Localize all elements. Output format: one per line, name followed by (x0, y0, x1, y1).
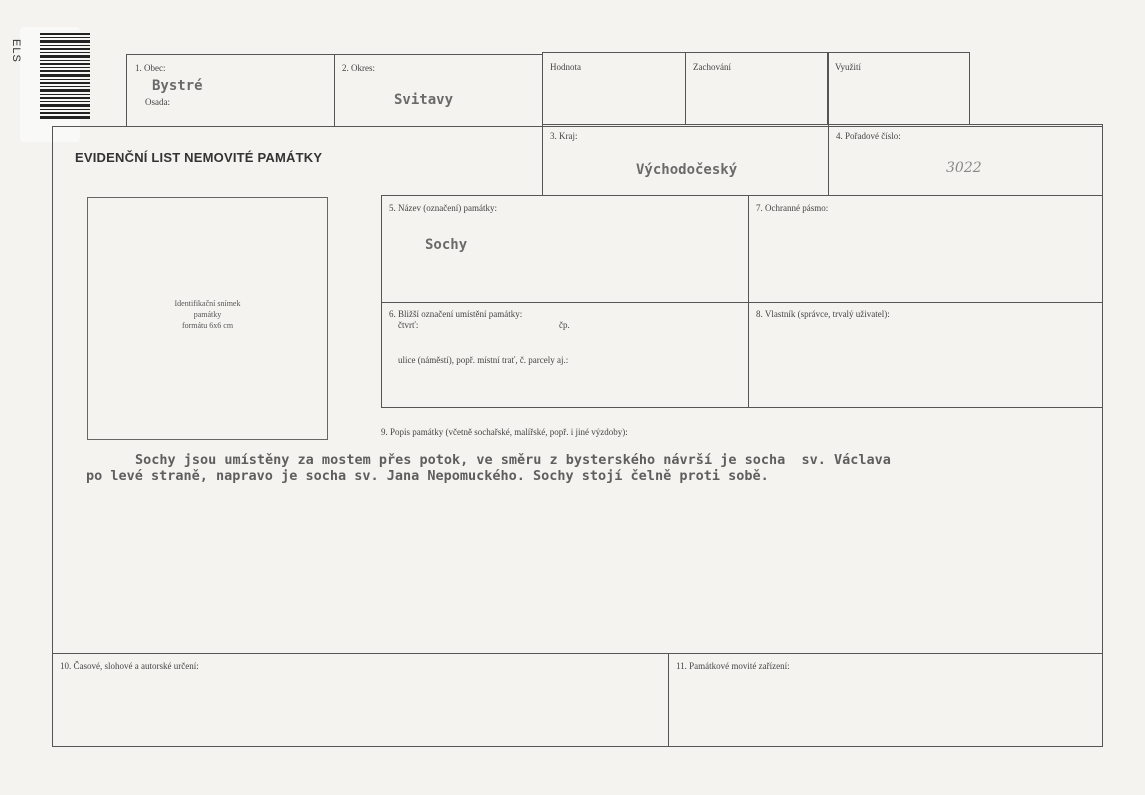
label-osada: Osada: (145, 97, 170, 107)
label-umisteni: 6. Bližší označení umístění památky: (389, 309, 523, 319)
label-movite-zarizeni: 11. Památkové movité zařízení: (676, 661, 790, 671)
label-cp: čp. (559, 320, 570, 330)
popis-line-1: Sochy jsou umístěny za mostem přes potok, ve směru z bysterského návrší je socha sv. Václava (135, 452, 891, 468)
label-kraj: 3. Kraj: (550, 131, 578, 141)
document-title: EVIDENČNÍ LIST NEMOVITÉ PAMÁTKY (75, 150, 323, 165)
label-casove-urceni: 10. Časové, slohové a autorské určení: (60, 661, 199, 671)
label-hodnota: Hodnota (550, 62, 581, 72)
barcode-icon (40, 33, 90, 119)
label-vlastnik: 8. Vlastník (správce, trvalý uživatel): (756, 309, 890, 319)
value-poradove-cislo: 3022 (946, 160, 982, 176)
barcode-code: ELS (10, 39, 22, 63)
photo-caption-line1: Identifikační snímek (174, 299, 241, 308)
label-obec: 1. Obec: (135, 63, 166, 73)
label-poradove-cislo: 4. Pořadové číslo: (836, 131, 901, 141)
barcode-sticker (10, 27, 80, 142)
popis-line-2: po levé straně, napravo je socha sv. Jana Nepomuckého. Sochy stojí čelně proti sobě. (86, 468, 769, 484)
value-kraj: Východočeský (636, 162, 738, 178)
label-ochranne-pasmo: 7. Ochranné pásmo: (756, 203, 829, 213)
photo-placeholder (87, 197, 328, 440)
value-nazev: Sochy (425, 237, 468, 253)
photo-caption-line2: památky (193, 310, 222, 319)
box-kraj (542, 124, 829, 196)
photo-caption (88, 298, 327, 331)
label-nazev: 5. Název (označení) památky: (389, 203, 497, 213)
label-popis: 9. Popis památky (včetně sochařské, malířské, popř. i jiné výzdoby): (381, 427, 628, 437)
value-okres: Svitavy (394, 92, 454, 108)
label-ulice: ulice (náměstí), popř. místní trať, č. parcely aj.: (398, 355, 569, 365)
label-zachovani: Zachování (693, 62, 731, 72)
value-obec: Bystré (152, 78, 203, 94)
label-vyuziti: Využití (835, 62, 861, 72)
photo-caption-line3: formátu 6x6 cm (181, 321, 234, 330)
label-okres: 2. Okres: (342, 63, 375, 73)
label-ctvrt: čtvrť: (398, 320, 419, 330)
